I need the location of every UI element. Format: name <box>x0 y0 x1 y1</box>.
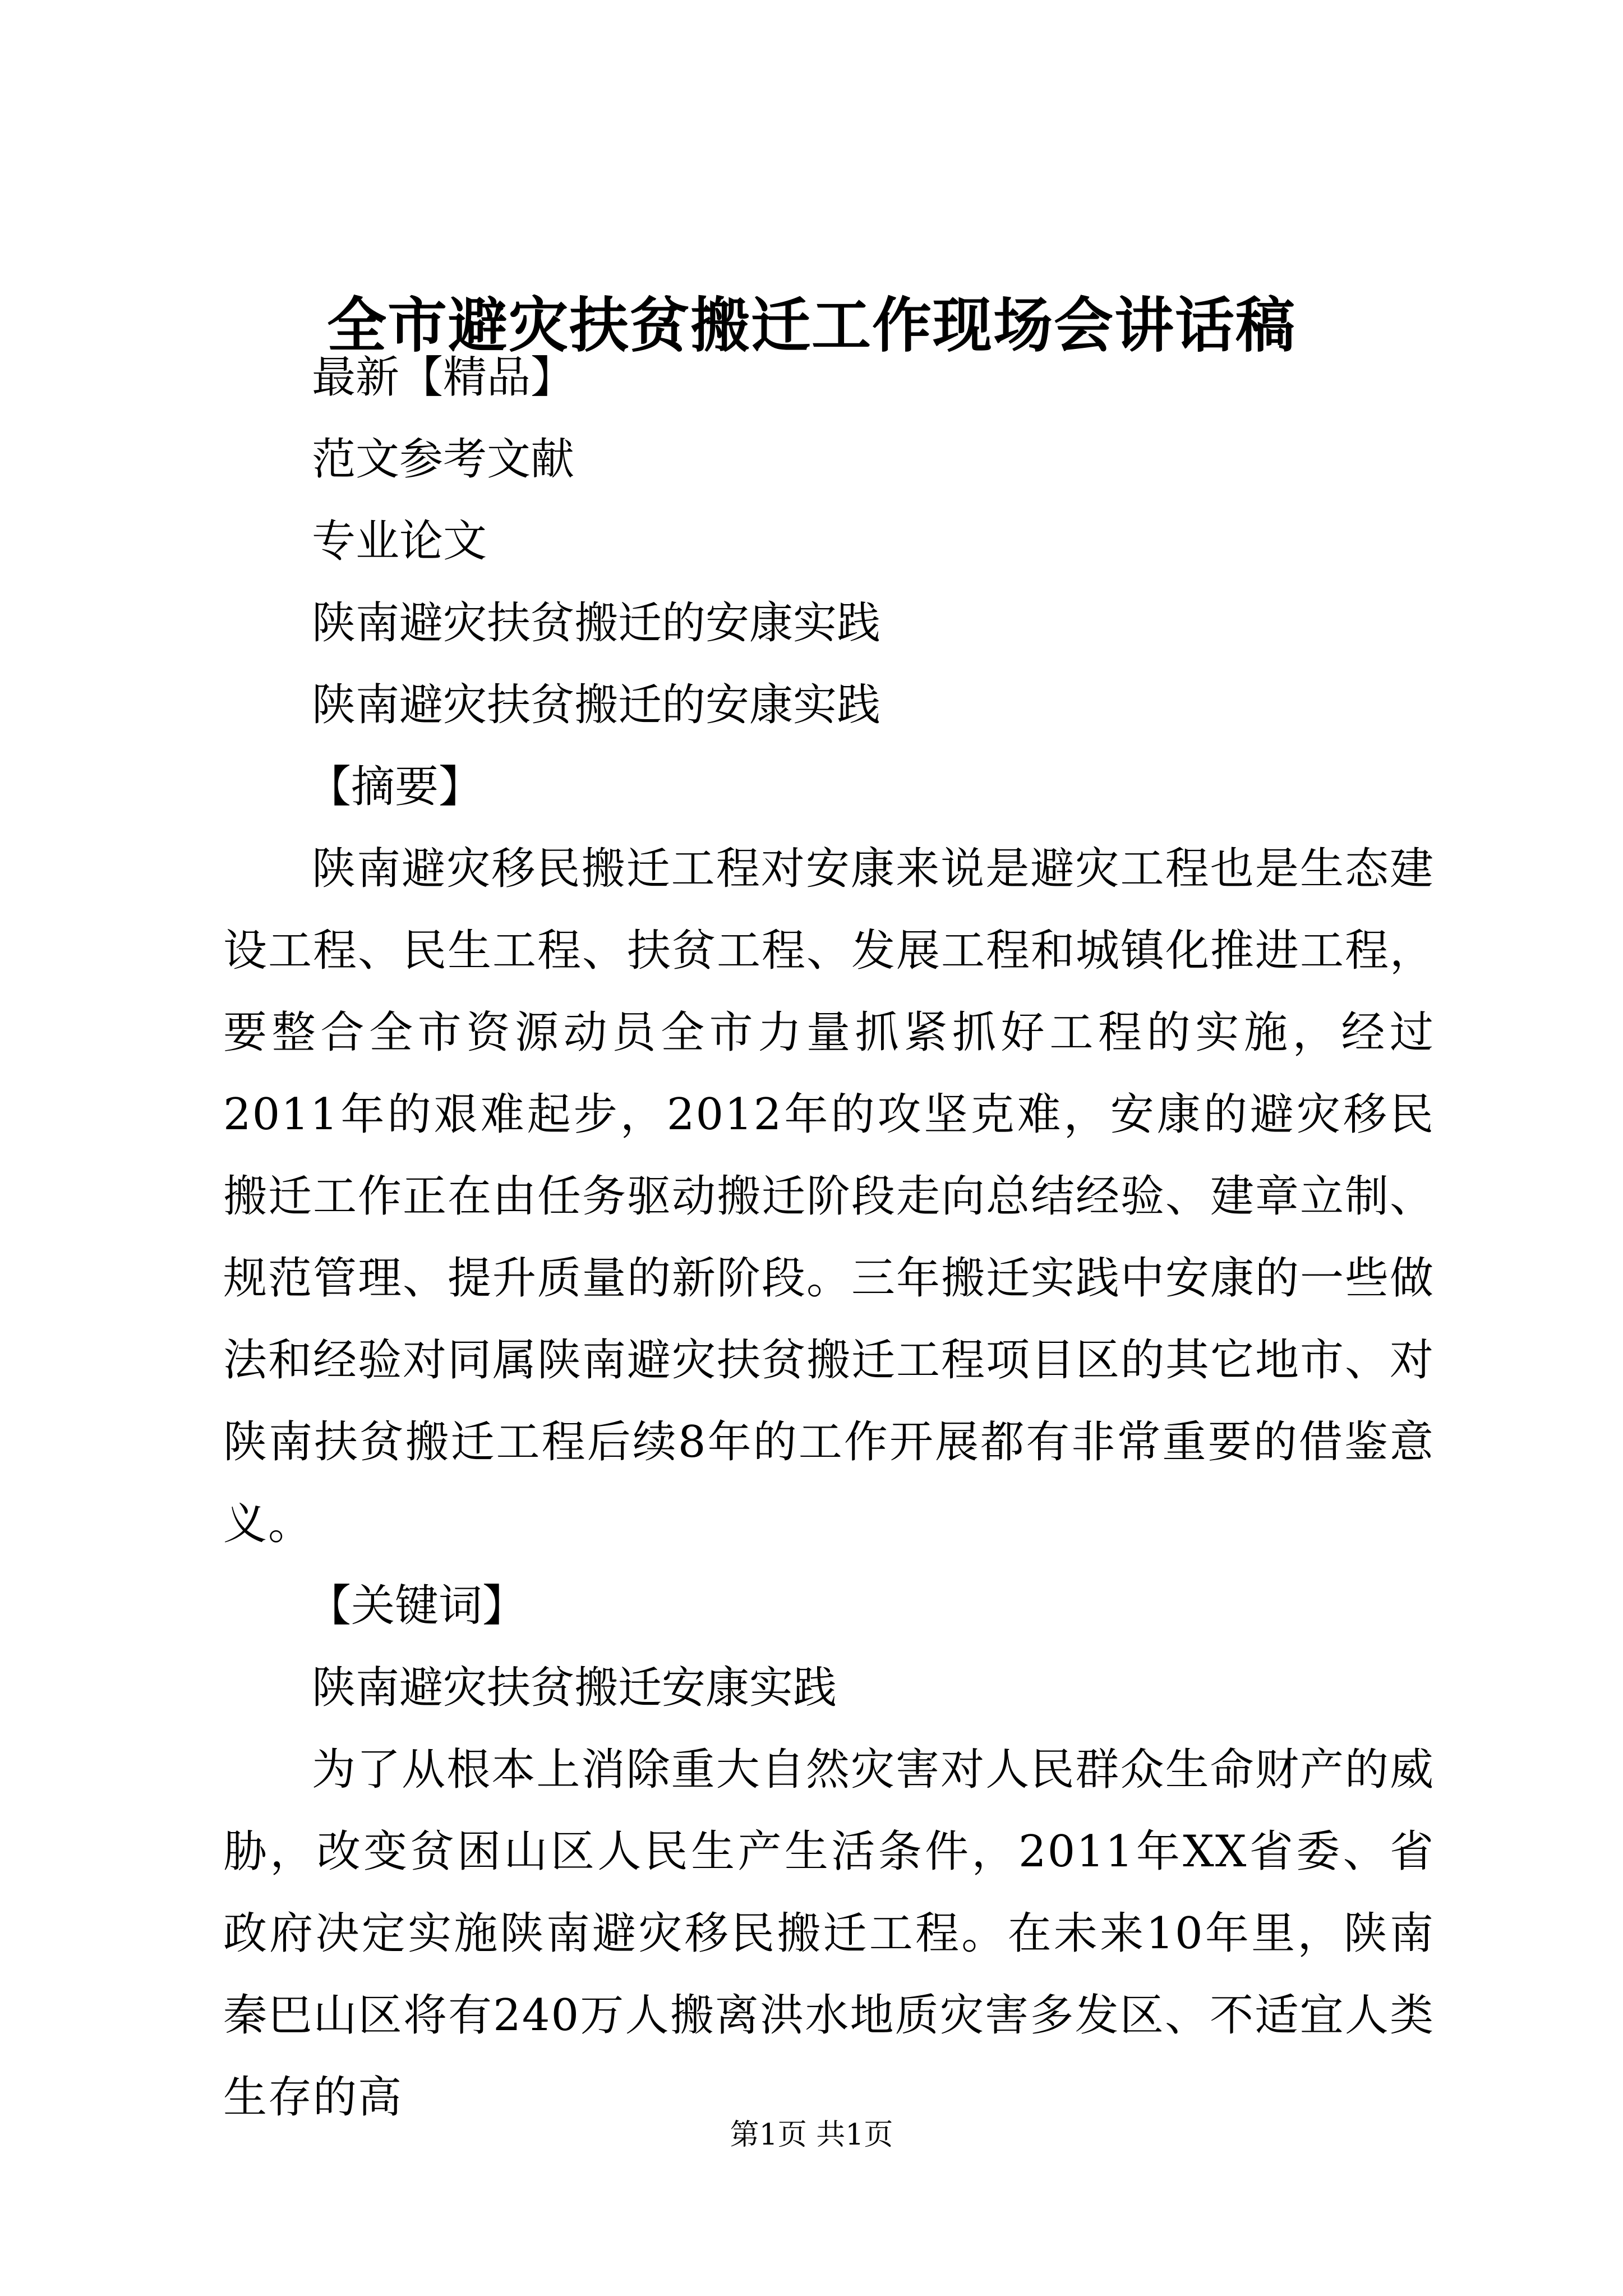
document-body <box>223 337 1435 2138</box>
keywords-text: 陕南避灾扶贫搬迁安康实践 <box>312 1663 837 1713</box>
abstract-text: 陕南避灾移民搬迁工程对安康来说是避灾工程也是生态建设工程、民生工程、扶贫工程、发展工程和城镇化推进工程，要整合全市资源动员全市力量抓紧抓好工程的实施，经过2011年的艰难起步，2012年的攻坚克难，安康的避灾移民搬迁工作正在由任务驱动搬迁阶段走向总结经验、建章立制、规范管理、提升质量的新阶段。三年搬迁实践中安康的一些做法和经验对同属陕南避灾扶贫搬迁工程项目区的其它地市、对陕南扶贫搬迁工程后续8年的工作开展都有非常重要的借鉴意义。 <box>223 844 1435 1549</box>
body-paragraph: 为了从根本上消除重大自然灾害对人民群众生命财产的威胁，改变贫困山区人民生产生活条件，2011年XX省委、省政府决定实施陕南避灾移民搬迁工程。在未来10年里，陕南秦巴山区将有240万人搬离洪水地质灾害多发区、不适宜人类生存的高 <box>223 1745 1435 2123</box>
header-line-latest: 最新【精品】 <box>312 352 575 403</box>
header-line-subject-2: 陕南避灾扶贫搬迁的安康实践 <box>312 680 881 730</box>
abstract-label: 【摘要】 <box>307 762 483 812</box>
page-footer: 第1页 共1页 <box>730 2118 893 2152</box>
header-line-reference: 范文参考文献 <box>312 434 575 485</box>
keywords-label: 【关键词】 <box>307 1581 527 1631</box>
document-title: 全市避灾扶贫搬迁工作现场会讲话稿 <box>327 290 1296 360</box>
header-line-paper: 专业论文 <box>312 516 487 567</box>
header-line-subject-1: 陕南避灾扶贫搬迁的安康实践 <box>312 598 881 648</box>
